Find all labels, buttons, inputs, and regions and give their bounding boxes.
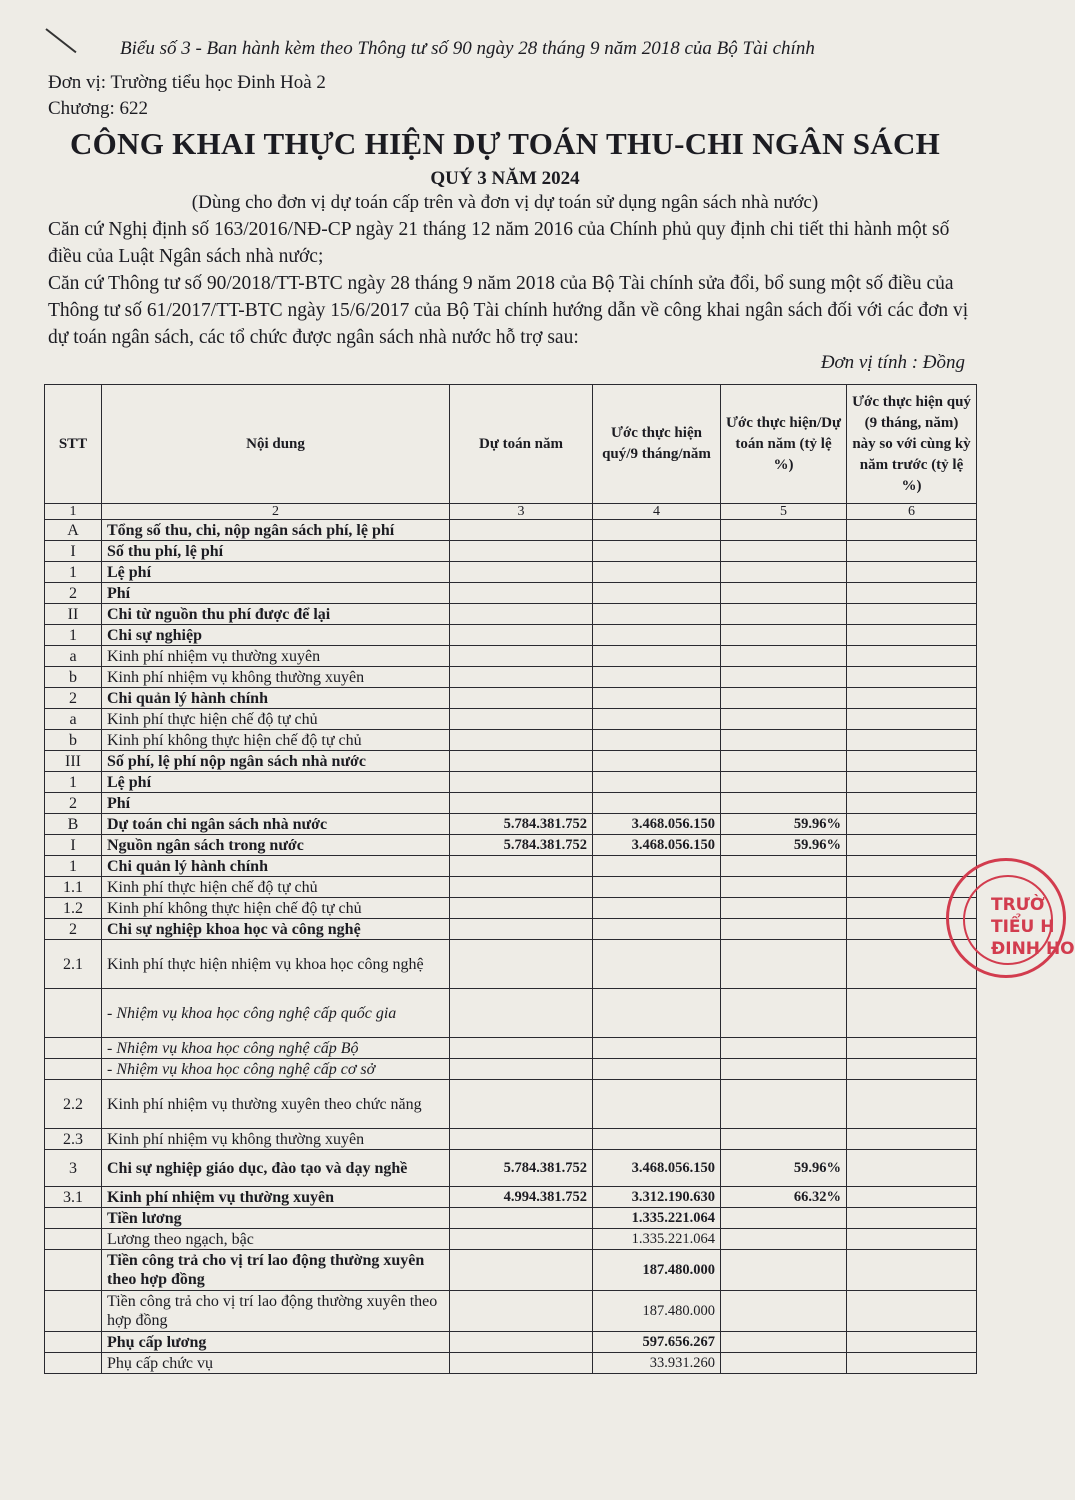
- pen-mark: [45, 28, 76, 53]
- row-execution-ratio: [721, 1332, 847, 1353]
- row-estimated-execution: [593, 1080, 721, 1129]
- row-execution-ratio: [721, 1229, 847, 1250]
- row-stt: B: [45, 814, 102, 835]
- row-stt: [45, 1250, 102, 1291]
- row-estimated-execution: 3.468.056.150: [593, 835, 721, 856]
- row-stt: 3.1: [45, 1187, 102, 1208]
- row-year-over-year-ratio: [847, 583, 977, 604]
- row-stt: a: [45, 646, 102, 667]
- row-execution-ratio: [721, 877, 847, 898]
- row-estimated-execution: [593, 898, 721, 919]
- row-content: Số thu phí, lệ phí: [102, 541, 450, 562]
- row-stt: 1.2: [45, 898, 102, 919]
- row-year-over-year-ratio: [847, 541, 977, 562]
- row-execution-ratio: 59.96%: [721, 1150, 847, 1187]
- row-execution-ratio: [721, 989, 847, 1038]
- row-execution-ratio: [721, 730, 847, 751]
- row-stt: [45, 1059, 102, 1080]
- row-stt: [45, 1291, 102, 1332]
- row-stt: [45, 1353, 102, 1374]
- row-content: Chi sự nghiệp giáo dục, đào tạo và dạy nghề: [102, 1150, 450, 1187]
- row-year-over-year-ratio: [847, 730, 977, 751]
- row-stt: 1: [45, 562, 102, 583]
- row-execution-ratio: 59.96%: [721, 835, 847, 856]
- row-year-over-year-ratio: [847, 562, 977, 583]
- legal-basis-circular: Căn cứ Thông tư số 90/2018/TT-BTC ngày 28 tháng 9 năm 2018 của Bộ Tài chính sửa đổi, bổ sung một số điều của Thông tư số 61/2017/TT-BTC ngày 15/6/2017 của Bộ Tài chính hướng dẫn về công khai ngân sách đối với các đơn vị dự toán ngân sách, các tổ chức được ngân sách nhà nước hỗ trợ sau:: [48, 273, 969, 348]
- column-header-estimated-execution: Ước thực hiện quý/9 tháng/năm: [593, 385, 721, 504]
- row-execution-ratio: [721, 646, 847, 667]
- row-execution-ratio: [721, 1208, 847, 1229]
- row-year-over-year-ratio: [847, 1353, 977, 1374]
- table-row: [45, 646, 977, 667]
- row-year-over-year-ratio: [847, 772, 977, 793]
- row-stt: A: [45, 520, 102, 541]
- row-estimated-execution: [593, 856, 721, 877]
- row-execution-ratio: [721, 520, 847, 541]
- column-header-content: Nội dung: [102, 385, 450, 504]
- row-content: Chi sự nghiệp: [102, 625, 450, 646]
- row-year-over-year-ratio: [847, 625, 977, 646]
- row-content: Kinh phí không thực hiện chế độ tự chủ: [102, 730, 450, 751]
- row-annual-estimate: [450, 583, 593, 604]
- row-estimated-execution: 1.335.221.064: [593, 1229, 721, 1250]
- row-stt: 1: [45, 625, 102, 646]
- table-row: [45, 688, 977, 709]
- row-execution-ratio: [721, 688, 847, 709]
- row-estimated-execution: 33.931.260: [593, 1353, 721, 1374]
- row-estimated-execution: 187.480.000: [593, 1291, 721, 1332]
- column-number: 1: [45, 504, 102, 520]
- row-year-over-year-ratio: [847, 709, 977, 730]
- row-annual-estimate: [450, 1229, 593, 1250]
- row-estimated-execution: 597.656.267: [593, 1332, 721, 1353]
- row-stt: [45, 989, 102, 1038]
- column-number-row: [45, 504, 977, 520]
- row-year-over-year-ratio: [847, 856, 977, 877]
- row-execution-ratio: [721, 1291, 847, 1332]
- row-annual-estimate: 4.994.381.752: [450, 1187, 593, 1208]
- row-annual-estimate: [450, 541, 593, 562]
- row-annual-estimate: [450, 1291, 593, 1332]
- row-execution-ratio: [721, 1353, 847, 1374]
- row-stt: a: [45, 709, 102, 730]
- row-year-over-year-ratio: [847, 1332, 977, 1353]
- row-estimated-execution: 187.480.000: [593, 1250, 721, 1291]
- table-row: [45, 772, 977, 793]
- row-estimated-execution: [593, 877, 721, 898]
- stamp-text: ĐINH HO: [991, 939, 1075, 959]
- row-stt: 2.1: [45, 940, 102, 989]
- row-annual-estimate: [450, 625, 593, 646]
- row-content: Kinh phí nhiệm vụ không thường xuyên: [102, 667, 450, 688]
- row-estimated-execution: [593, 1129, 721, 1150]
- row-annual-estimate: 5.784.381.752: [450, 835, 593, 856]
- table-row: [45, 625, 977, 646]
- row-stt: I: [45, 835, 102, 856]
- row-content: Lệ phí: [102, 772, 450, 793]
- table-row: [45, 709, 977, 730]
- row-content: Kinh phí nhiệm vụ thường xuyên theo chức năng: [102, 1080, 450, 1129]
- table-row: [45, 1353, 977, 1374]
- column-header-execution-ratio: Ước thực hiện/Dự toán năm (tỷ lệ %): [721, 385, 847, 504]
- table-row: [45, 1208, 977, 1229]
- row-execution-ratio: [721, 1080, 847, 1129]
- row-year-over-year-ratio: [847, 793, 977, 814]
- row-stt: 2: [45, 919, 102, 940]
- row-annual-estimate: [450, 1208, 593, 1229]
- row-estimated-execution: [593, 667, 721, 688]
- usage-note: (Dùng cho đơn vị dự toán cấp trên và đơn vị dự toán sử dụng ngân sách nhà nước): [191, 192, 819, 213]
- row-execution-ratio: 59.96%: [721, 814, 847, 835]
- column-number: 3: [450, 504, 593, 520]
- row-execution-ratio: [721, 940, 847, 989]
- row-estimated-execution: [593, 646, 721, 667]
- row-execution-ratio: [721, 919, 847, 940]
- row-stt: I: [45, 541, 102, 562]
- row-content: Chi từ nguồn thu phí được để lại: [102, 604, 450, 625]
- row-year-over-year-ratio: [847, 520, 977, 541]
- table-row: [45, 604, 977, 625]
- row-year-over-year-ratio: [847, 667, 977, 688]
- row-estimated-execution: 3.468.056.150: [593, 814, 721, 835]
- table-row: [45, 793, 977, 814]
- row-content: Kinh phí nhiệm vụ thường xuyên: [102, 1187, 450, 1208]
- row-content: Kinh phí thực hiện nhiệm vụ khoa học công nghệ: [102, 940, 450, 989]
- table-row: [45, 1291, 977, 1332]
- row-annual-estimate: [450, 688, 593, 709]
- table-row: [45, 1150, 977, 1187]
- row-estimated-execution: [593, 730, 721, 751]
- row-stt: 1: [45, 772, 102, 793]
- table-row: [45, 1250, 977, 1291]
- table-row: [45, 541, 977, 562]
- row-content: - Nhiệm vụ khoa học công nghệ cấp cơ sở: [102, 1059, 450, 1080]
- row-year-over-year-ratio: [847, 646, 977, 667]
- row-estimated-execution: [593, 562, 721, 583]
- row-year-over-year-ratio: [847, 989, 977, 1038]
- row-content: Phí: [102, 583, 450, 604]
- row-estimated-execution: [593, 1038, 721, 1059]
- table-row: [45, 1129, 977, 1150]
- table-row: [45, 730, 977, 751]
- row-annual-estimate: 5.784.381.752: [450, 814, 593, 835]
- row-annual-estimate: [450, 772, 593, 793]
- row-content: - Nhiệm vụ khoa học công nghệ cấp quốc gia: [102, 989, 450, 1038]
- table-row: [45, 1229, 977, 1250]
- row-estimated-execution: [593, 940, 721, 989]
- row-annual-estimate: [450, 940, 593, 989]
- row-year-over-year-ratio: [847, 751, 977, 772]
- row-estimated-execution: [593, 772, 721, 793]
- row-content: Lệ phí: [102, 562, 450, 583]
- table-row: [45, 1038, 977, 1059]
- column-number: 5: [721, 504, 847, 520]
- row-annual-estimate: [450, 856, 593, 877]
- row-annual-estimate: [450, 1038, 593, 1059]
- table-row: [45, 898, 977, 919]
- row-stt: [45, 1208, 102, 1229]
- row-stt: b: [45, 730, 102, 751]
- row-content: Dự toán chi ngân sách nhà nước: [102, 814, 450, 835]
- row-execution-ratio: [721, 667, 847, 688]
- row-estimated-execution: 3.468.056.150: [593, 1150, 721, 1187]
- table-row: [45, 1080, 977, 1129]
- column-header-year-over-year-ratio: Ước thực hiện quý (9 tháng, năm) này so với cùng kỳ năm trước (tỷ lệ %): [847, 385, 977, 504]
- column-header-stt: STT: [45, 385, 102, 504]
- table-row: [45, 856, 977, 877]
- row-year-over-year-ratio: [847, 1208, 977, 1229]
- table-row: [45, 835, 977, 856]
- row-year-over-year-ratio: [847, 835, 977, 856]
- row-stt: 2.3: [45, 1129, 102, 1150]
- budget-table-body: [45, 520, 977, 1374]
- row-estimated-execution: 3.312.190.630: [593, 1187, 721, 1208]
- row-content: Chi quản lý hành chính: [102, 856, 450, 877]
- form-reference: Biểu số 3 - Ban hành kèm theo Thông tư số 90 ngày 28 tháng 9 năm 2018 của Bộ Tài chính: [120, 38, 815, 59]
- row-year-over-year-ratio: [847, 688, 977, 709]
- row-content: Kinh phí thực hiện chế độ tự chủ: [102, 877, 450, 898]
- row-content: Tiền công trả cho vị trí lao động thường xuyên theo hợp đồng: [102, 1291, 450, 1332]
- table-row: [45, 814, 977, 835]
- row-annual-estimate: 5.784.381.752: [450, 1150, 593, 1187]
- row-content: Chi quản lý hành chính: [102, 688, 450, 709]
- row-annual-estimate: [450, 646, 593, 667]
- stamp-text: TRƯỜ: [991, 895, 1045, 915]
- row-execution-ratio: [721, 1038, 847, 1059]
- row-execution-ratio: 66.32%: [721, 1187, 847, 1208]
- row-annual-estimate: [450, 604, 593, 625]
- row-annual-estimate: [450, 1129, 593, 1150]
- official-stamp: [946, 858, 1075, 978]
- row-year-over-year-ratio: [847, 1080, 977, 1129]
- row-content: Nguồn ngân sách trong nước: [102, 835, 450, 856]
- row-annual-estimate: [450, 730, 593, 751]
- row-stt: [45, 1332, 102, 1353]
- row-annual-estimate: [450, 793, 593, 814]
- row-annual-estimate: [450, 989, 593, 1038]
- row-estimated-execution: [593, 520, 721, 541]
- table-row: [45, 877, 977, 898]
- row-estimated-execution: [593, 793, 721, 814]
- row-year-over-year-ratio: [847, 1059, 977, 1080]
- row-year-over-year-ratio: [847, 1291, 977, 1332]
- row-annual-estimate: [450, 1250, 593, 1291]
- row-content: Số phí, lệ phí nộp ngân sách nhà nước: [102, 751, 450, 772]
- column-number: 4: [593, 504, 721, 520]
- row-estimated-execution: [593, 989, 721, 1038]
- row-annual-estimate: [450, 919, 593, 940]
- row-content: Tiền công trả cho vị trí lao động thường xuyên theo hợp đồng: [102, 1250, 450, 1291]
- column-number: 6: [847, 504, 977, 520]
- row-annual-estimate: [450, 1353, 593, 1374]
- document-subtitle: QUÝ 3 NĂM 2024: [430, 168, 580, 189]
- row-annual-estimate: [450, 520, 593, 541]
- row-estimated-execution: [593, 583, 721, 604]
- row-estimated-execution: [593, 919, 721, 940]
- row-execution-ratio: [721, 793, 847, 814]
- row-estimated-execution: [593, 751, 721, 772]
- row-estimated-execution: [593, 688, 721, 709]
- row-stt: 2: [45, 793, 102, 814]
- row-year-over-year-ratio: [847, 814, 977, 835]
- row-execution-ratio: [721, 583, 847, 604]
- table-row: [45, 751, 977, 772]
- row-content: Chi sự nghiệp khoa học và công nghệ: [102, 919, 450, 940]
- row-execution-ratio: [721, 856, 847, 877]
- column-number: 2: [102, 504, 450, 520]
- table-row: [45, 919, 977, 940]
- table-row: [45, 940, 977, 989]
- row-execution-ratio: [721, 562, 847, 583]
- row-content: Phụ cấp lương: [102, 1332, 450, 1353]
- row-stt: 1: [45, 856, 102, 877]
- row-estimated-execution: [593, 541, 721, 562]
- table-row: [45, 989, 977, 1038]
- row-estimated-execution: [593, 709, 721, 730]
- table-row: [45, 562, 977, 583]
- row-execution-ratio: [721, 625, 847, 646]
- row-annual-estimate: [450, 877, 593, 898]
- row-content: - Nhiệm vụ khoa học công nghệ cấp Bộ: [102, 1038, 450, 1059]
- row-year-over-year-ratio: [847, 1129, 977, 1150]
- row-stt: 2.2: [45, 1080, 102, 1129]
- row-annual-estimate: [450, 562, 593, 583]
- row-stt: 2: [45, 688, 102, 709]
- chapter-code: Chương: 622: [48, 98, 149, 119]
- currency-unit: Đơn vị tính : Đồng: [820, 352, 965, 373]
- row-annual-estimate: [450, 751, 593, 772]
- budget-table: [44, 384, 977, 1374]
- row-content: Kinh phí nhiệm vụ thường xuyên: [102, 646, 450, 667]
- row-year-over-year-ratio: [847, 604, 977, 625]
- row-execution-ratio: [721, 898, 847, 919]
- table-row: [45, 583, 977, 604]
- row-stt: III: [45, 751, 102, 772]
- row-annual-estimate: [450, 1080, 593, 1129]
- document-title: CÔNG KHAI THỰC HIỆN DỰ TOÁN THU-CHI NGÂN SÁCH: [69, 126, 941, 161]
- row-execution-ratio: [721, 1059, 847, 1080]
- legal-basis-decree: Căn cứ Nghị định số 163/2016/NĐ-CP ngày 21 tháng 12 năm 2016 của Chính phủ quy định chi tiết thi hành một số điều của Luật Ngân sách nhà nước;: [48, 219, 950, 267]
- row-estimated-execution: [593, 604, 721, 625]
- row-annual-estimate: [450, 709, 593, 730]
- row-stt: 3: [45, 1150, 102, 1187]
- row-execution-ratio: [721, 751, 847, 772]
- table-row: [45, 1332, 977, 1353]
- table-row: [45, 1059, 977, 1080]
- row-stt: 2: [45, 583, 102, 604]
- row-content: Kinh phí không thực hiện chế độ tự chủ: [102, 898, 450, 919]
- row-estimated-execution: 1.335.221.064: [593, 1208, 721, 1229]
- row-stt: 1.1: [45, 877, 102, 898]
- table-row: [45, 520, 977, 541]
- row-execution-ratio: [721, 604, 847, 625]
- row-content: Phí: [102, 793, 450, 814]
- row-stt: b: [45, 667, 102, 688]
- row-annual-estimate: [450, 667, 593, 688]
- row-execution-ratio: [721, 1250, 847, 1291]
- row-content: Kinh phí thực hiện chế độ tự chủ: [102, 709, 450, 730]
- row-execution-ratio: [721, 1129, 847, 1150]
- row-year-over-year-ratio: [847, 1229, 977, 1250]
- row-stt: [45, 1038, 102, 1059]
- row-stt: [45, 1229, 102, 1250]
- unit-name: Đơn vị: Trường tiểu học Đinh Hoà 2: [48, 72, 326, 93]
- row-annual-estimate: [450, 1332, 593, 1353]
- row-year-over-year-ratio: [847, 1187, 977, 1208]
- column-header-annual-estimate: Dự toán năm: [450, 385, 593, 504]
- row-estimated-execution: [593, 1059, 721, 1080]
- table-row: [45, 667, 977, 688]
- row-content: Kinh phí nhiệm vụ không thường xuyên: [102, 1129, 450, 1150]
- row-content: Tiền lương: [102, 1208, 450, 1229]
- row-content: Tổng số thu, chi, nộp ngân sách phí, lệ phí: [102, 520, 450, 541]
- row-content: Phụ cấp chức vụ: [102, 1353, 450, 1374]
- row-year-over-year-ratio: [847, 1150, 977, 1187]
- row-stt: II: [45, 604, 102, 625]
- row-execution-ratio: [721, 772, 847, 793]
- table-row: [45, 1187, 977, 1208]
- row-year-over-year-ratio: [847, 1038, 977, 1059]
- row-year-over-year-ratio: [847, 1250, 977, 1291]
- row-execution-ratio: [721, 709, 847, 730]
- stamp-text: TIỂU H: [991, 917, 1055, 937]
- table-header-row: [45, 385, 977, 504]
- row-execution-ratio: [721, 541, 847, 562]
- row-content: Lương theo ngạch, bậc: [102, 1229, 450, 1250]
- row-estimated-execution: [593, 625, 721, 646]
- row-annual-estimate: [450, 898, 593, 919]
- row-annual-estimate: [450, 1059, 593, 1080]
